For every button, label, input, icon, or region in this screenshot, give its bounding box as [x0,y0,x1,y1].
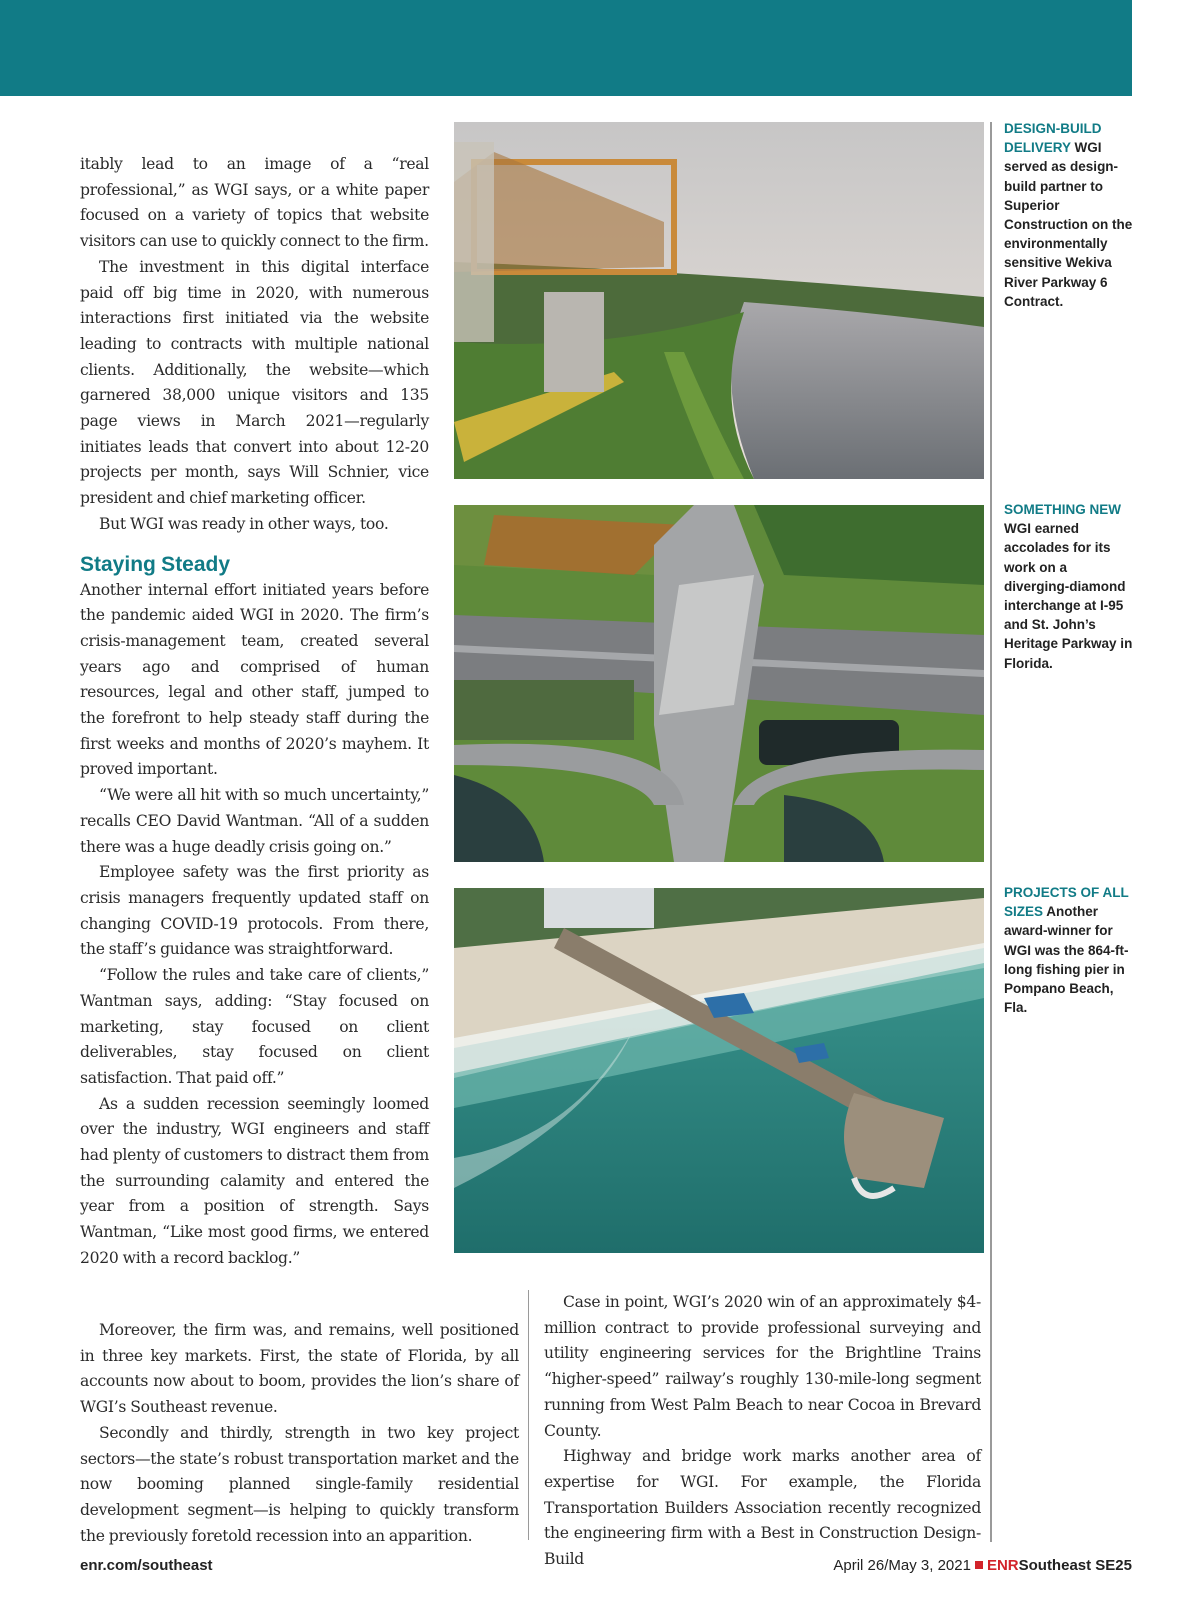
paragraph: itably lead to an image of a “real professional,” as WGI says, or a white paper focused on a variety of topics that website visitors can use to quickly connect to the firm. [80,155,429,251]
footer-brand: ENR [986,1557,1019,1574]
footer-site-link[interactable]: enr.com/southeast [80,1557,213,1574]
paragraph: Employee safety was the first priority as crisis managers frequently updated staff on changing COVID-19 protocols. From there, the staff’s guidance was straightforward. [80,863,429,959]
paragraph: Moreover, the firm was, and remains, well positioned in three key markets. First, the state of Florida, by all accounts now about to boom, provides the lion’s share of WGI’s Southeast revenue. [80,1321,519,1417]
caption-kicker: SOMETHING NEW [1004,502,1121,517]
photo-river-bridge [454,122,984,479]
paragraph: Secondly and thirdly, strength in two key project sectors—the state’s robust transportation market and the now booming planned single-family residential development segment—is helping to quickly transform the previously foretold recession into an apparition. [80,1423,519,1545]
caption-text: Another award-winner for WGI was the 864-ft-long fishing pier in Pompano Beach, Fla. [1004,904,1129,1016]
footer-date: April 26/May 3, 2021 [833,1557,971,1574]
red-square-icon [975,1561,983,1569]
left-column [80,152,429,1272]
paragraph: Case in point, WGI’s 2020 win of an approximately $4-million contract to provide professional surveying and utility engineering services for the Brightline Trains “higher-speed” railway’s roughly 130-mile-long segment running from West Palm Beach to near Cocoa in Brevard County. [544,1293,981,1440]
photo-caption [1004,883,1134,1017]
paragraph: “Follow the rules and take care of clients,” Wantman says, adding: “Stay focused on marketing, stay focused on client deliverables, stay focused on client satisfaction. That paid off.” [80,966,429,1087]
paragraph: The investment in this digital interface paid off big time in 2020, with numerous interactions first initiated via the website leading to contracts with multiple national clients. Additionally, the website—which garnered 38,000 unique visitors and 135 page views in March 2021—regularly initiates leads that convert into about 12-20 projects per month, says Will Schnier, vice president and chief marketing officer. [80,257,429,508]
caption-kicker: PROJECTS OF ALL SIZES [1004,885,1129,920]
photo-interchange [454,505,984,862]
photo-fishing-pier [454,888,984,1253]
subhead: Staying Steady [80,552,231,576]
right-column [544,1290,981,1573]
page-number: SE25 [1095,1557,1132,1574]
wide-column [80,1318,519,1549]
paragraph: “We were all hit with so much uncertainty,” recalls CEO David Wantman. “All of a sudden there was a huge deadly crisis going on.” [80,786,429,856]
header-band [0,0,1132,96]
caption-text: WGI served as design-build partner to Superior Construction on the environmentally sensitive Wekiva River Parkway 6 Contract. [1004,140,1133,309]
photo-caption [1004,500,1134,673]
caption-kicker: DESIGN-BUILD DELIVERY [1004,121,1102,156]
footer-edition: Southeast [1018,1557,1092,1574]
footer-folio [833,1557,1132,1574]
paragraph: As a sudden recession seemingly loomed over the industry, WGI engineers and staff had plenty of customers to distract them from the surrounding calamity and entered the year from a position of strength. Says Wantman, “Like most good firms, we entered 2020 with a record backlog.” [80,1094,429,1267]
column-divider [528,1290,529,1540]
paragraph: Another internal effort initiated years before the pandemic aided WGI in 2020. The firm’s crisis-management team, created several years ago and comprised of human resources, legal and other staff, jumped to the forefront to help steady staff during the first weeks and months of 2020’s mayhem. It proved important. [80,580,429,779]
paragraph: But WGI was ready in other ways, too. [99,514,389,533]
photo-caption [1004,119,1134,311]
caption-divider [990,122,992,1542]
paragraph: Highway and bridge work marks another area of expertise for WGI. For example, the Florida Transportation Builders Association recently recognized the engineering firm with a Best in Construction Design-Build [544,1447,981,1569]
caption-text: WGI earned accolades for its work on a diverging-diamond interchange at I-95 and St. John’s Heritage Parkway in Florida. [1004,521,1133,671]
